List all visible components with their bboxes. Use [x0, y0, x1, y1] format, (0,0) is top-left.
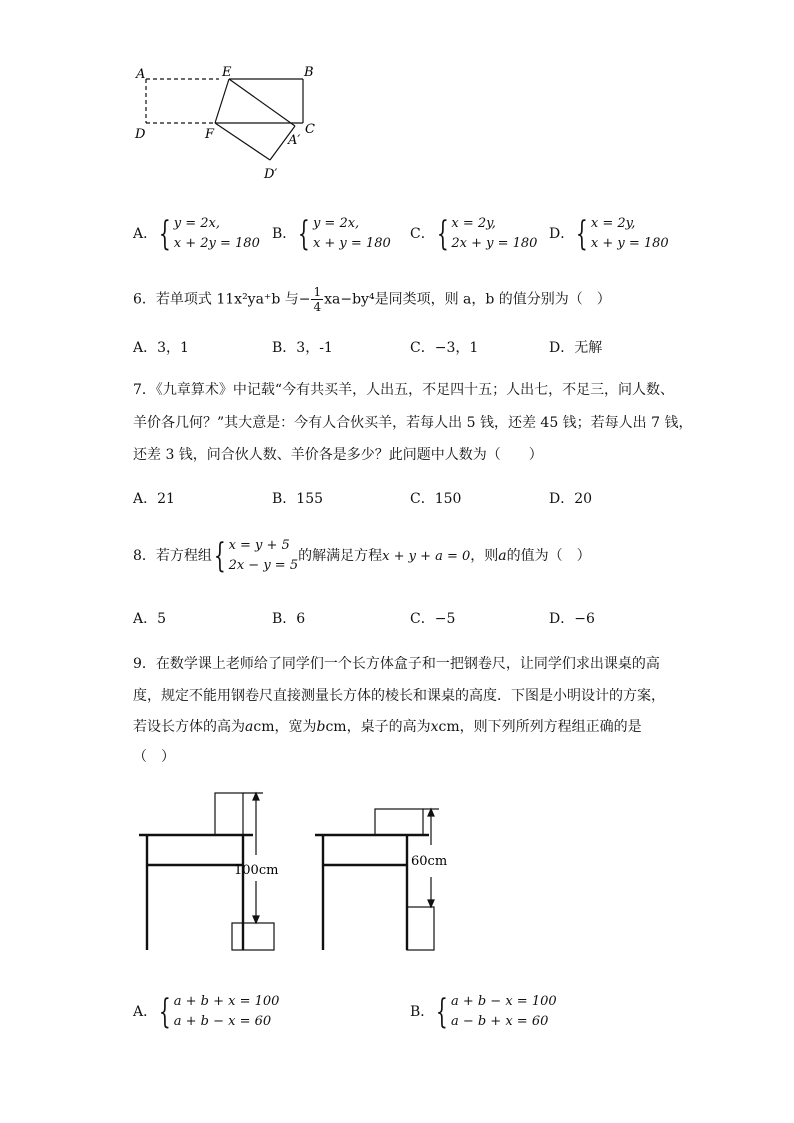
q9-line-1: 9．在数学课上老师给了同学们一个长方体盒子和一把钢卷尺，让同学们求出课桌的高	[133, 656, 660, 672]
q6-option-c[interactable]: C．−3，1	[410, 340, 479, 356]
q8-option-b[interactable]: B．6	[272, 611, 306, 627]
q5-option-d[interactable]: D． { x = 2y, x + y = 180	[549, 214, 669, 254]
label-D-prime: D′	[264, 167, 278, 182]
q8-option-c[interactable]: C．−5	[410, 611, 456, 627]
label-B: B	[304, 65, 314, 80]
q7-option-c[interactable]: C．150	[410, 491, 462, 507]
q8-option-d[interactable]: D．−6	[549, 611, 595, 627]
q6-option-d[interactable]: D．无解	[549, 340, 603, 356]
label-A: A	[136, 67, 146, 82]
q6-fraction: $\frac{1}{4}$	[313, 285, 322, 314]
q9-line-2: 度，规定不能用钢卷尺直接测量长方体的棱长和课桌的高度．下图是小明设计的方案，	[133, 688, 665, 704]
q6-stem: 6．若单项式 11x²ya⁺b 与− $\frac{1}{4}$ xa−by⁴是同类项，则 a，b 的值分别为（ ）	[133, 285, 611, 314]
q8-system: { x = y + 5 2x − y = 5	[213, 536, 299, 576]
q7-option-d[interactable]: D．20	[549, 491, 593, 507]
q9-option-b[interactable]: B． { a + b − x = 100 a − b + x = 60	[410, 992, 557, 1032]
q9-line-4: （ ）	[133, 749, 175, 765]
label-C: C	[305, 122, 315, 137]
label-F: F	[205, 127, 215, 142]
q9-line-3: 若设长方体的高为acm，宽为bcm，桌子的高为xcm，则下列所列方程组正确的是	[133, 719, 642, 735]
desk-figure	[135, 785, 455, 955]
q8-option-a[interactable]: A．5	[133, 611, 167, 627]
q5-option-a[interactable]: A． { y = 2x, x + 2y = 180	[133, 214, 260, 254]
q7-line-2: 羊价各几何？”其大意是：今有人合伙买羊，若每人出 5 钱，还差 45 钱；若每人出 7 钱，	[133, 415, 693, 431]
q6-option-a[interactable]: A．3，1	[133, 340, 189, 356]
q7-option-a[interactable]: A．21	[133, 491, 175, 507]
q7-option-b[interactable]: B．155	[272, 491, 324, 507]
label-E: E	[222, 65, 232, 80]
q9-option-a[interactable]: A． { a + b + x = 100 a + b − x = 60	[133, 992, 280, 1032]
q7-line-3: 还差 3 钱，问合伙人数、羊价各是多少？此问题中人数为（ ）	[133, 447, 543, 463]
q5-option-b[interactable]: B． { y = 2x, x + y = 180	[272, 214, 391, 254]
label-100cm: 100cm	[234, 863, 279, 878]
label-A-prime: A′	[288, 133, 301, 148]
q5-option-c[interactable]: C． { x = 2y, 2x + y = 180	[410, 214, 538, 254]
q6-option-b[interactable]: B．3，-1	[272, 340, 333, 356]
fold-figure	[125, 60, 325, 185]
label-D: D	[135, 127, 146, 142]
label-60cm: 60cm	[411, 854, 448, 869]
q8-stem: 8．若方程组 { x = y + 5 2x − y = 5 的解满足方程x + y + a = 0，则a的值为（ ）	[133, 536, 591, 576]
q7-line-1: 7．《九章算术》中记载“今有共买羊，人出五，不足四十五；人出七，不足三，问人数、	[133, 382, 675, 398]
